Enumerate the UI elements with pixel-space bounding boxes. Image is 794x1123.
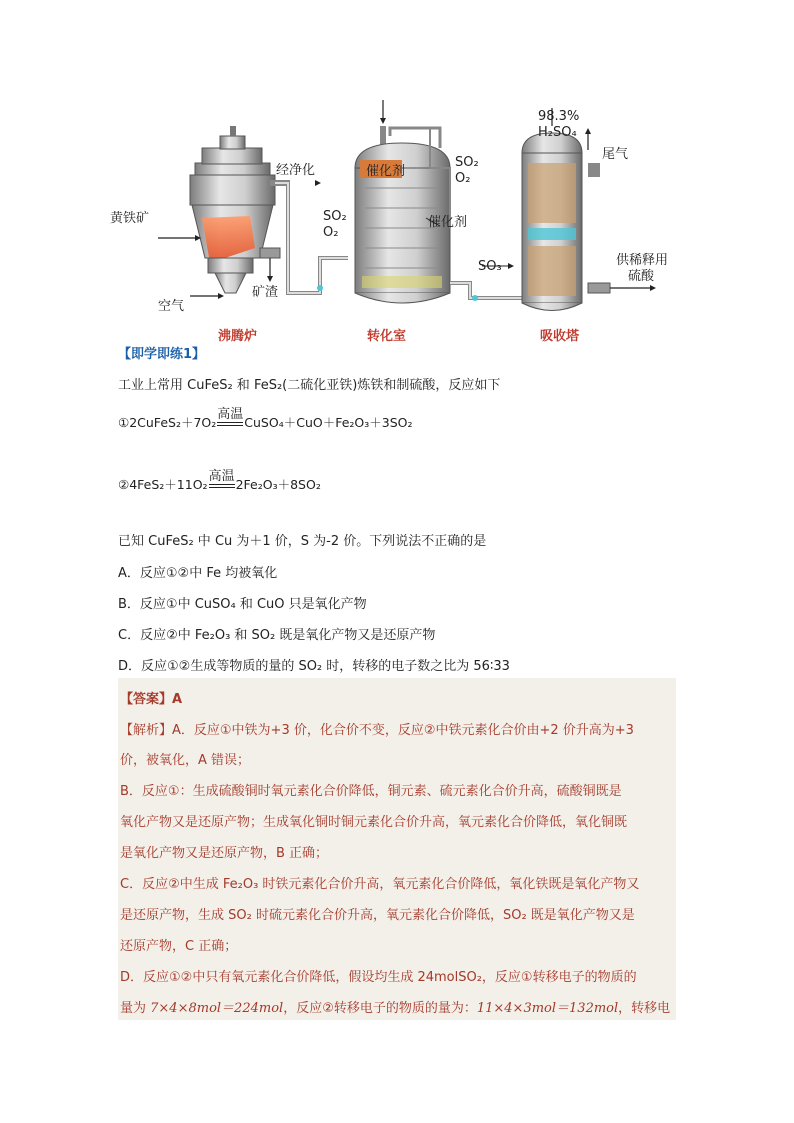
- so2-top-label: SO₂: [455, 155, 479, 170]
- slag-outlet-arrow: [267, 258, 273, 282]
- option-a: A．反应①②中 Fe 均被氧化: [118, 566, 278, 581]
- equation-2-right: 2Fe₂O₃＋8SO₂: [235, 477, 321, 492]
- absorption-tower: [522, 133, 610, 311]
- analysis-math-1: 7×4×8mol＝224mol: [150, 1001, 284, 1016]
- dilute-acid-label-2: 硫酸: [628, 269, 655, 284]
- equation-2-left: ②4FeS₂＋11O₂: [118, 477, 208, 492]
- analysis-line-4: 氧化产物又是还原产物；生成氧化铜时铜元素化合价升高，氧元素化合价降低，氧化铜既: [120, 815, 628, 830]
- tail-gas-arrow: [585, 128, 591, 150]
- pyrite-feed-arrow: [158, 235, 201, 241]
- analysis-line-10-part-3: ，转移电: [618, 1001, 671, 1016]
- furnace-caption: 沸腾炉: [218, 329, 258, 344]
- acid-concentration-label: 98.3%: [538, 109, 580, 124]
- analysis-line-3: B．反应①：生成硫酸铜时氧元素化合价降低，铜元素、硫元素化合价升高，硫酸铜既是: [120, 784, 622, 799]
- option-d: D．反应①②生成等物质的量的 SO₂ 时，转移的电子数之比为 56∶33: [118, 659, 510, 674]
- dilute-acid-label-1: 供稀释用: [616, 253, 669, 268]
- intro-text: 工业上常用 CuFeS₂ 和 FeS₂(二硫化亚铁)炼铁和制硫酸，反应如下: [118, 378, 501, 393]
- equation-1-right: CuSO₄＋CuO＋Fe₂O₃＋3SO₂: [244, 415, 413, 430]
- analysis-line-9: D．反应①②中只有氧元素化合价降低，假设均生成 24molSO₂，反应①转移电子的物质的: [120, 970, 637, 985]
- air-label: 空气: [158, 299, 185, 314]
- option-c: C．反应②中 Fe₂O₃ 和 SO₂ 既是氧化产物又是还原产物: [118, 628, 436, 643]
- slag-label: 矿渣: [252, 285, 279, 300]
- equation-1-condition-text: 高温: [217, 407, 244, 422]
- analysis-line-1: 【解析】A．反应①中铁为+3 价，化合价不变，反应②中铁元素化合价由+2 价升高为+3: [120, 723, 634, 738]
- equation-1-left: ①2CuFeS₂＋7O₂: [118, 415, 217, 430]
- analysis-math-2: 11×4×3mol＝132mol: [476, 1001, 619, 1016]
- answer-text: 【答案】A: [120, 692, 183, 707]
- equation-2-condition-text: 高温: [208, 469, 235, 484]
- boiling-furnace: [190, 126, 290, 293]
- so3-label: SO₃: [478, 259, 502, 274]
- question-text: 已知 CuFeS₂ 中 Cu 为＋1 价，S 为-2 价。下列说法不正确的是: [118, 534, 487, 549]
- section-title: 【即学即练1】: [118, 347, 206, 362]
- catalyst-inner-label: 催化剂: [366, 164, 406, 179]
- converter-feed-arrow: [380, 100, 386, 124]
- equation-2-condition: [209, 470, 235, 493]
- catalyst-label: 催化剂: [428, 215, 468, 230]
- equation-1: [118, 408, 413, 431]
- o2-top-label: O₂: [455, 171, 471, 186]
- pyrite-label: 黄铁矿: [110, 211, 150, 226]
- analysis-line-5: 是氧化产物又是还原产物，B 正确；: [120, 846, 329, 861]
- equation-2: [118, 470, 321, 493]
- sulfuric-acid-process-diagram: [110, 98, 690, 348]
- analysis-line-2: 价，被氧化，A 错误；: [120, 753, 251, 768]
- analysis-line-10-part-2: ，反应②转移电子的物质的量为：: [283, 1001, 477, 1016]
- analysis-line-7: 是还原产物，生成 SO₂ 时硫元素化合价升高，氧元素化合价降低，SO₂ 既是氧化产物又是: [120, 908, 635, 923]
- analysis-line-10-part-1: 量为: [120, 1001, 151, 1016]
- purified-label: 经净化: [276, 163, 316, 178]
- option-b: B．反应①中 CuSO₄ 和 CuO 只是氧化产物: [118, 597, 367, 612]
- analysis-line-6: C．反应②中生成 Fe₂O₃ 时铁元素化合价升高，氧元素化合价降低，氧化铁既是氧化产物又: [120, 877, 640, 892]
- acid-formula-label: H₂SO₄: [538, 125, 577, 140]
- equation-2-equals: [209, 484, 235, 488]
- dilute-acid-outlet-arrow: [610, 285, 656, 291]
- air-inlet-arrow: [190, 293, 224, 299]
- equation-1-condition: [217, 408, 243, 431]
- o2-left-label: O₂: [323, 225, 339, 240]
- so2-left-label: SO₂: [323, 209, 347, 224]
- analysis-line-10: [120, 997, 670, 1016]
- equation-1-equals: [217, 422, 243, 426]
- analysis-line-8: 还原产物，C 正确；: [120, 939, 238, 954]
- tower-caption: 吸收塔: [540, 329, 580, 344]
- converter-caption: 转化室: [367, 329, 407, 344]
- tail-gas-label: 尾气: [602, 147, 629, 162]
